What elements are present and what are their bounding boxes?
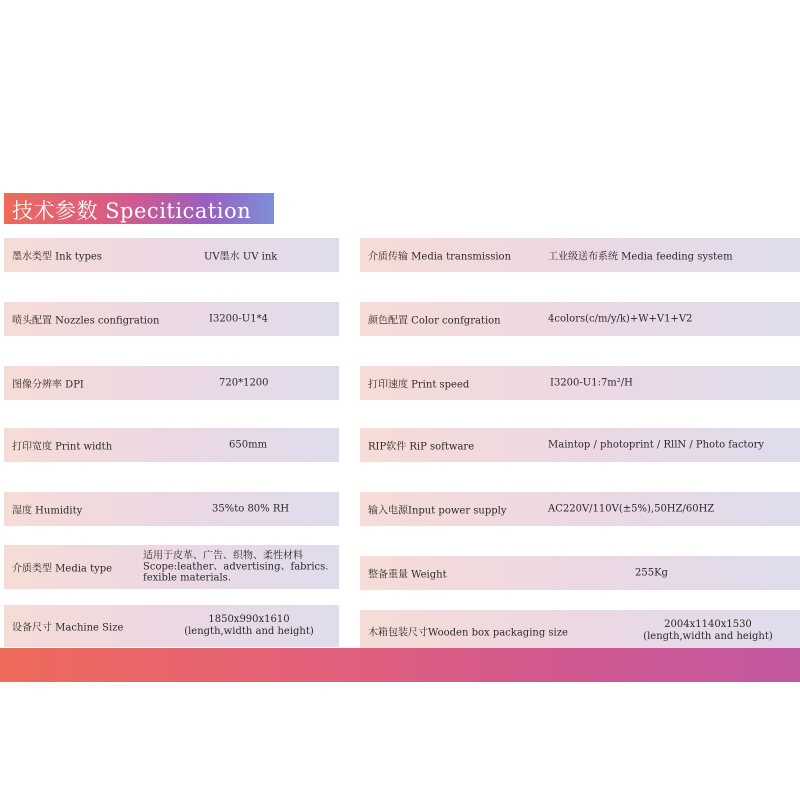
spec-label: 介质传输 Media transmission xyxy=(368,251,512,263)
spec-row-media-type xyxy=(4,545,339,589)
spec-row-print-speed xyxy=(360,366,800,400)
spec-label: 打印速度 Print speed xyxy=(368,379,470,391)
spec-value-line: (length,width and height) xyxy=(643,631,773,642)
spec-label: 设备尺寸 Machine Size xyxy=(12,622,124,634)
spec-value-line: 2004x1140x1530 xyxy=(664,619,752,630)
spec-value: I3200-U1:7m²/H xyxy=(550,377,633,389)
spec-value: UV墨水 UV ink xyxy=(204,251,278,263)
spec-row-color-config xyxy=(360,302,800,336)
spec-label: 整备重量 Weight xyxy=(368,569,447,581)
spec-row-dpi xyxy=(4,366,339,400)
spec-label: 墨水类型 Ink types xyxy=(12,251,102,263)
spec-value xyxy=(622,619,794,643)
spec-row-machine-size xyxy=(4,605,339,647)
spec-row-rip-software xyxy=(360,428,800,462)
spec-row-weight xyxy=(360,556,800,590)
footer-gradient-bar xyxy=(0,648,800,682)
spec-value xyxy=(143,551,328,584)
spec-value-line: (length,width and height) xyxy=(184,626,314,637)
spec-row-print-width xyxy=(4,428,339,462)
spec-value-line: fexible materials. xyxy=(143,572,231,584)
spec-label: 木箱包装尺寸Wooden box packaging size xyxy=(368,627,568,639)
spec-label: 图像分辨率 DPI xyxy=(12,379,84,391)
section-title-text: 技术参数 Specitication xyxy=(12,199,252,223)
spec-row-wooden-box-size xyxy=(360,610,800,652)
spec-value: 720*1200 xyxy=(219,377,269,389)
spec-label: RIP软件 RiP software xyxy=(368,441,475,453)
spec-value: 255Kg xyxy=(635,567,668,579)
spec-row-humidity xyxy=(4,492,339,526)
spec-value: 35%to 80% RH xyxy=(212,503,290,515)
spec-label: 喷头配置 Nozzles configration xyxy=(12,315,160,327)
spec-label: 颜色配置 Color confgration xyxy=(368,315,501,327)
spec-value-line: 1850x990x1610 xyxy=(208,614,290,625)
spec-row-nozzles xyxy=(4,302,339,336)
spec-label: 输入电源Input power supply xyxy=(368,505,507,517)
spec-value-line: 适用于皮革、广告、织物、柔性材料 xyxy=(143,550,303,562)
spec-value: Maintop / photoprint / RllN / Photo factory xyxy=(548,439,765,451)
spec-value: 工业级送布系统 Media feeding system xyxy=(548,251,733,263)
spec-value xyxy=(164,614,334,638)
spec-row-power-supply xyxy=(360,492,800,526)
spec-row-media-transmission xyxy=(360,238,800,272)
spec-label: 打印宽度 Print width xyxy=(12,441,113,453)
spec-label: 湿度 Humidity xyxy=(12,505,83,517)
spec-value-line: Scope:leather、advertising、fabrics. xyxy=(143,561,329,573)
spec-value: AC220V/110V(±5%),50HZ/60HZ xyxy=(548,503,715,515)
spec-value: I3200-U1*4 xyxy=(209,313,268,325)
spec-row-ink-types xyxy=(4,238,339,272)
section-title xyxy=(4,193,274,224)
spec-value: 650mm xyxy=(229,439,268,451)
spec-value: 4colors(c/m/y/k)+W+V1+V2 xyxy=(548,313,693,325)
spec-label: 介质类型 Media type xyxy=(12,563,113,575)
